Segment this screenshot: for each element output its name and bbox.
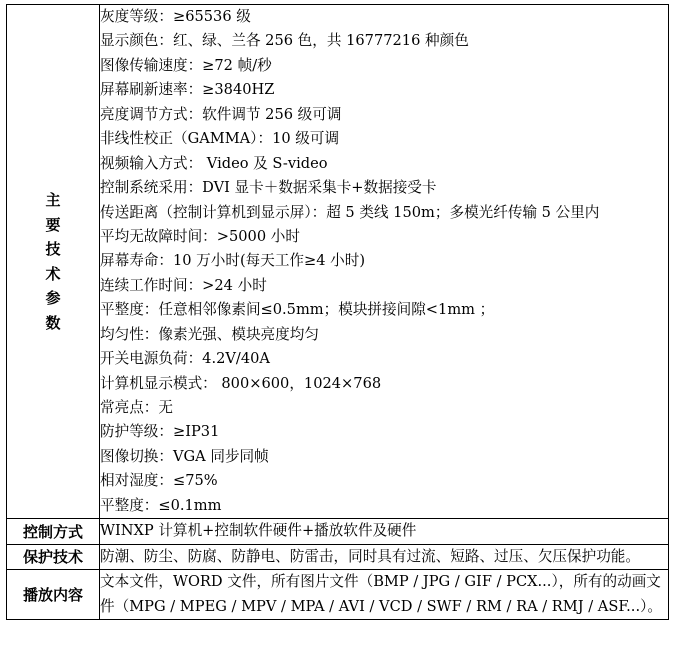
spec-table [6,4,669,620]
param-transmission-distance: 传送距离（控制计算机到显示屏）：超 5 类线 150m；多模光纤传输 5 公里内 [100,203,600,221]
control-mode-cell [100,519,669,544]
playback-row [7,570,669,620]
param-uniformity: 均匀性：像素光强、模块亮度均匀 [100,325,319,343]
main-params-list [100,5,669,519]
protection-row [7,544,669,569]
param-humidity: 相对湿度：≤75% [100,472,218,490]
label-char: 技 [45,240,61,259]
param-brightness-adjust: 亮度调节方式：软件调节 256 级可调 [100,105,342,123]
label-char: 主 [45,191,61,210]
param-display-color: 显示颜色：红、绿、兰各 256 色，共 16777216 种颜色 [100,32,469,50]
label-char: 术 [45,264,61,283]
param-grayscale: 灰度等级：≥65536 级 [100,8,251,25]
param-continuous-operation: 连续工作时间：>24 小时 [100,276,267,294]
playback-cell [100,570,669,620]
control-mode-row [7,519,669,544]
param-display-mode: 计算机显示模式： 800×600，1024×768 [100,374,382,392]
protection-value: 防潮、防尘、防腐、防静电、防雷击，同时具有过流、短路、过压、欠压保护功能。 [100,547,640,565]
main-params-row [7,5,669,519]
param-image-transfer-speed: 图像传输速度：≥72 帧/秒 [100,56,272,74]
param-mtbf: 平均无故障时间：>5000 小时 [100,227,300,245]
playback-value: 文本文件，WORD 文件，所有图片文件（BMP / JPG / GIF / PCX...），所有的动画文件（MPG / MPEG / MPV / MPA / AVI / VCD / SWF / RM / RA / RMJ / ASF...）。 [100,573,662,615]
param-image-switching: 图像切换：VGA 同步同帧 [100,447,269,465]
param-refresh-rate: 屏幕刷新速率：≥3840HZ [100,81,275,99]
label-char: 要 [45,215,61,234]
param-protection-level: 防护等级：≥IP31 [100,423,220,441]
label-char: 数 [45,313,61,332]
param-always-on-pixels: 常亮点：无 [100,399,173,416]
main-params-label [7,5,100,519]
control-mode-value: WINXP 计算机+控制软件硬件+播放软件及硬件 [100,522,417,540]
param-flatness: 平整度：≤0.1mm [100,496,222,514]
protection-label: 保护技术 [7,544,100,569]
protection-cell [100,544,669,569]
label-char: 参 [45,289,61,308]
param-flatness-pixel: 平整度：任意相邻像素间≤0.5mm；模块拼接间隙<1mm ； [100,301,495,319]
param-video-input: 视频输入方式： Video 及 S-video [100,154,328,172]
control-mode-label: 控制方式 [7,519,100,544]
param-power-load: 开关电源负荷：4.2V/40A [100,350,270,368]
playback-label: 播放内容 [7,570,100,620]
param-gamma: 非线性校正（GAMMA）：10 级可调 [100,130,340,148]
param-control-system: 控制系统采用：DVI 显卡＋数据采集卡+数据接受卡 [100,179,437,197]
param-screen-life: 屏幕寿命：10 万小时(每天工作≥4 小时) [100,252,366,270]
